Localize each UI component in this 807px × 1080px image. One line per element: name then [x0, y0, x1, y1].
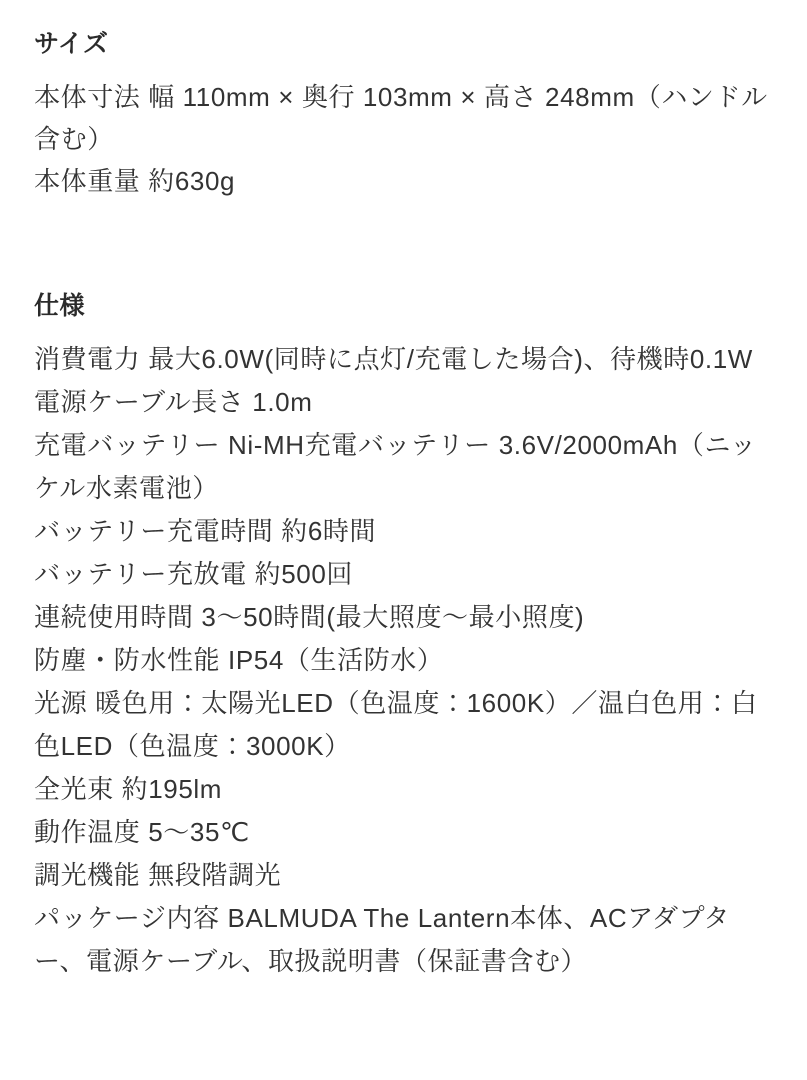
spec-line-cable-length: 電源ケーブル長さ 1.0m	[34, 386, 313, 417]
spec-line-power-consumption: 消費電力 最大6.0W(同時に点灯/充電した場合)、待機時0.1W	[34, 343, 753, 374]
spec-line-operating-temperature: 動作温度 5〜35℃	[34, 816, 250, 847]
spec-line-light-source: 光源 暖色用：太陽光LED（色温度：1600K）／温白色用：白色LED（色温度：3000K）	[34, 687, 758, 761]
spec-line-weight: 本体重量 約630g	[34, 165, 236, 196]
spec-line-charge-cycles: バッテリー充放電 約500回	[34, 558, 354, 589]
specifications-section-body	[34, 338, 773, 983]
section-spacer	[34, 202, 773, 290]
spec-line-dimensions: 本体寸法 幅 110mm × 奥行 103mm × 高さ 248mm（ハンドル含む）	[34, 81, 768, 154]
spec-line-dimming: 調光機能 無段階調光	[34, 859, 282, 890]
spec-line-battery: 充電バッテリー Ni-MH充電バッテリー 3.6V/2000mAh（ニッケル水素電池）	[34, 429, 757, 503]
spec-line-package-contents: パッケージ内容 BALMUDA The Lantern本体、ACアダプター、電源ケーブル、取扱説明書（保証書含む）	[34, 902, 731, 976]
spec-line-ip-rating: 防塵・防水性能 IP54（生活防水）	[34, 644, 444, 675]
size-section-heading: サイズ	[34, 30, 109, 58]
specifications-section	[34, 290, 773, 983]
size-section	[34, 28, 773, 202]
spec-line-charge-time: バッテリー充電時間 約6時間	[34, 515, 377, 546]
spec-line-luminous-flux: 全光束 約195lm	[34, 773, 223, 804]
size-section-body	[34, 76, 773, 202]
specifications-section-heading: 仕様	[34, 291, 86, 320]
spec-line-runtime: 連続使用時間 3〜50時間(最大照度〜最小照度)	[34, 601, 585, 632]
